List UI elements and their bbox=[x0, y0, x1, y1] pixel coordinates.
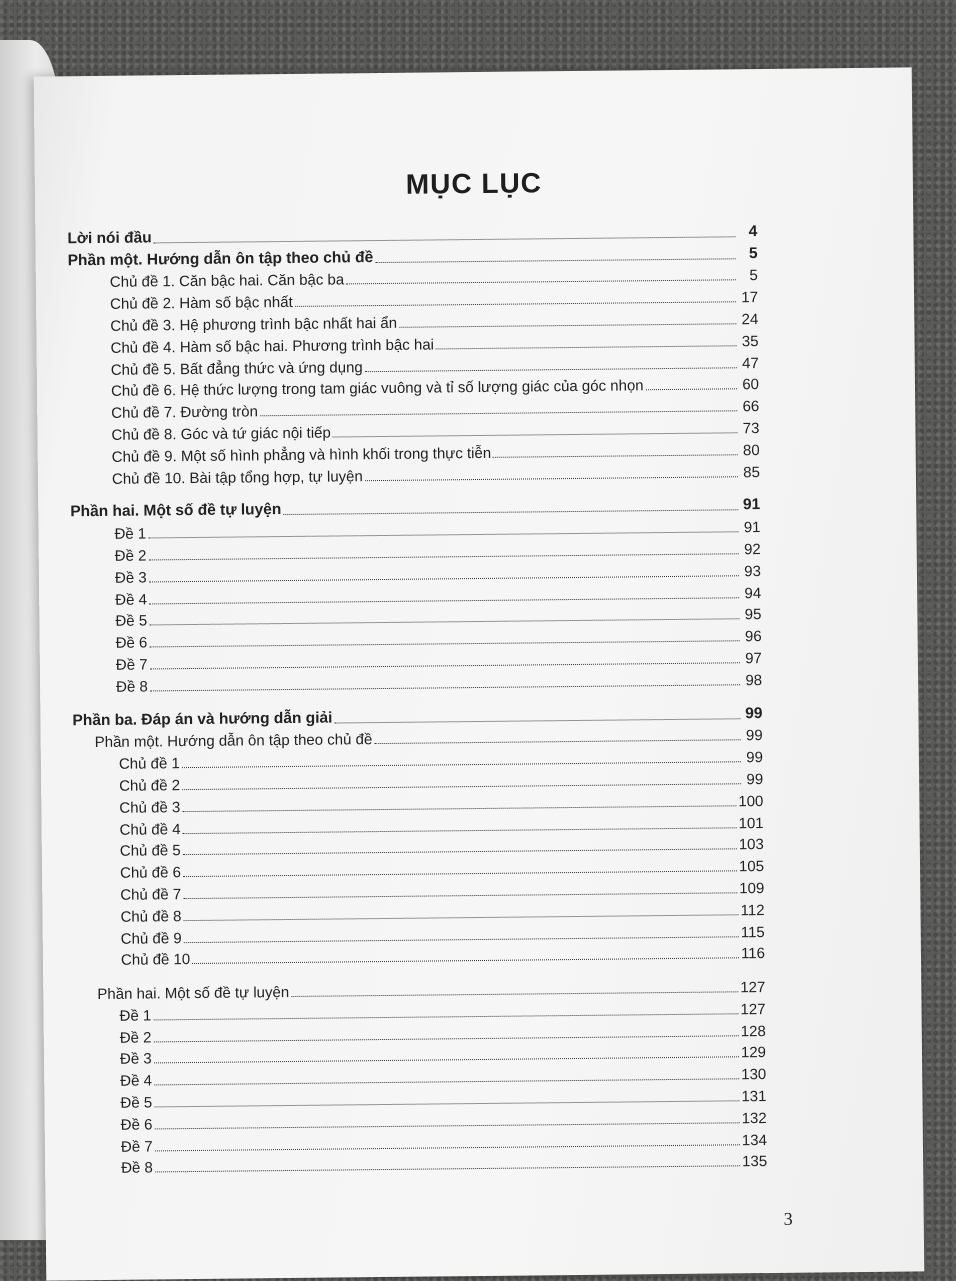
toc-leader-dots bbox=[365, 476, 738, 481]
toc-entry-page: 132 bbox=[741, 1109, 767, 1128]
toc-leader-dots bbox=[365, 367, 737, 372]
toc-entry-page: 131 bbox=[741, 1088, 767, 1106]
toc-entry-page: 116 bbox=[740, 945, 766, 963]
toc-entry-label: Chủ đề 2. Hàm số bậc nhất bbox=[110, 294, 293, 314]
toc-entry-label: Đề 1 bbox=[119, 1007, 152, 1025]
toc-entry-label: Phần một. Hướng dẫn ôn tập theo chủ đề bbox=[67, 248, 374, 269]
toc-entry-label: Chủ đề 10. Bài tập tổng hợp, tự luyện bbox=[111, 467, 363, 488]
toc-entry-label: Đề 4 bbox=[115, 591, 147, 609]
toc-entry-page: 92 bbox=[743, 540, 761, 559]
toc-entry-label: Phần hai. Một số đề tự luyện bbox=[70, 501, 282, 521]
toc-entry-label: Đề 2 bbox=[114, 547, 147, 565]
toc-entry-page: 5 bbox=[748, 244, 758, 262]
toc-entry-label: Đề 5 bbox=[120, 1094, 153, 1112]
toc-entry-page: 127 bbox=[740, 1000, 766, 1019]
toc-entry-page: 95 bbox=[744, 606, 762, 624]
toc-entry-page: 115 bbox=[740, 923, 765, 941]
toc-entry-page: 128 bbox=[740, 1022, 766, 1040]
toc-leader-dots bbox=[493, 454, 738, 458]
toc-entry-label: Đề 5 bbox=[115, 612, 148, 631]
toc-entry-page: 60 bbox=[742, 376, 760, 394]
toc-entry-page: 93 bbox=[744, 562, 762, 580]
footer-page-number: 3 bbox=[783, 1208, 793, 1229]
toc-leader-dots bbox=[334, 718, 740, 723]
toc-entry-page: 105 bbox=[738, 858, 765, 876]
toc-entry-label: Chủ đề 8. Góc và tứ giác nội tiếp bbox=[111, 424, 331, 444]
toc-entry-page: 127 bbox=[740, 979, 766, 997]
toc-entry-label: Chủ đề 6. Hệ thức lượng trong tam giác vuông và tỉ số lượng giác của góc nhọn bbox=[110, 377, 644, 401]
toc-entry-label: Chủ đề 8 bbox=[120, 907, 182, 926]
toc-leader-dots bbox=[436, 345, 737, 349]
toc-leader-dots bbox=[333, 432, 738, 437]
toc-leader-dots bbox=[375, 258, 735, 263]
toc-entry-label: Đề 8 bbox=[116, 678, 148, 696]
toc-entry-label: Chủ đề 9. Một số hình phẳng và hình khối trong thực tiễn bbox=[111, 444, 492, 466]
toc-entry-page: 80 bbox=[742, 441, 760, 459]
toc-leader-dots bbox=[155, 1166, 740, 1173]
toc-entry-page: 35 bbox=[741, 332, 759, 351]
toc-entry-label: Đề 1 bbox=[114, 525, 147, 543]
toc-entry-page: 129 bbox=[740, 1044, 767, 1062]
toc-entry-label: Chủ đề 1. Căn bậc hai. Căn bậc ba bbox=[109, 271, 345, 292]
toc-entry-page: 4 bbox=[748, 222, 758, 240]
toc-leader-dots bbox=[346, 280, 736, 285]
toc-entry-label: Chủ đề 1 bbox=[118, 755, 180, 773]
toc-entry-page: 99 bbox=[745, 704, 763, 722]
toc-entry-label: Chủ đề 7. Đường tròn bbox=[111, 403, 258, 423]
toc-entry-page: 109 bbox=[739, 879, 765, 898]
toc-entry-page: 5 bbox=[749, 267, 758, 285]
toc-entry-label: Chủ đề 3. Hệ phương trình bậc nhất hai ẩn bbox=[110, 314, 398, 335]
toc-entry-page: 101 bbox=[738, 814, 764, 832]
toc-entry-page: 91 bbox=[743, 519, 761, 537]
toc-entry-page: 134 bbox=[741, 1131, 767, 1149]
toc-entry-label: Chủ đề 5 bbox=[119, 842, 181, 861]
toc-entry-page: 73 bbox=[742, 420, 760, 438]
toc-entry-label: Lời nói đầu bbox=[67, 229, 152, 248]
toc-entry-page: 112 bbox=[740, 901, 765, 919]
toc-entry-label: Đề 2 bbox=[119, 1029, 152, 1047]
toc-entry-page: 97 bbox=[745, 649, 762, 668]
toc-list bbox=[67, 219, 767, 1178]
toc-entry-label: Chủ đề 4 bbox=[119, 820, 181, 839]
toc-entry-label: Đề 6 bbox=[120, 1116, 153, 1134]
toc-entry-page: 98 bbox=[745, 671, 763, 689]
toc-entry-label: Chủ đề 2 bbox=[119, 777, 181, 795]
toc-entry-label: Đề 7 bbox=[115, 656, 148, 674]
toc-entry-page: 99 bbox=[746, 749, 763, 767]
toc-leader-dots bbox=[646, 389, 737, 391]
toc-entry-label: Đề 8 bbox=[121, 1159, 153, 1178]
toc-page bbox=[34, 67, 925, 1280]
toc-leader-dots bbox=[374, 740, 740, 745]
toc-entry-page: 94 bbox=[744, 584, 762, 602]
toc-entry-label: Đề 4 bbox=[120, 1072, 153, 1091]
toc-entry-label: Đề 6 bbox=[115, 634, 148, 652]
page-title: MỤC LỤC bbox=[405, 167, 543, 200]
toc-entry-label: Phần hai. Một số đề tự luyện bbox=[97, 984, 290, 1004]
toc-entry-page: 91 bbox=[742, 496, 761, 514]
toc-entry-label: Chủ đề 3 bbox=[119, 798, 181, 817]
toc-entry-label: Chủ đề 10 bbox=[120, 951, 191, 970]
toc-entry-page: 103 bbox=[738, 836, 764, 854]
toc-entry-page: 135 bbox=[742, 1153, 768, 1171]
toc-entry-label: Đề 3 bbox=[114, 569, 147, 587]
toc-entry-page: 24 bbox=[741, 311, 759, 329]
toc-entry-page: 96 bbox=[744, 628, 762, 646]
toc-entry-label: Chủ đề 6 bbox=[119, 864, 182, 882]
toc-entry-page: 85 bbox=[743, 463, 760, 481]
toc-entry-label: Chủ đề 5. Bất đẳng thức và ứng dụng bbox=[110, 358, 363, 379]
toc-entry-label: Chủ đề 7 bbox=[120, 886, 182, 904]
toc-entry-page: 66 bbox=[742, 398, 760, 416]
toc-entry-label: Phần ba. Đáp án và hướng dẫn giải bbox=[72, 709, 333, 729]
toc-entry-label: Chủ đề 9 bbox=[120, 929, 182, 948]
toc-entry-page: 99 bbox=[746, 770, 764, 789]
toc-entry-page: 47 bbox=[741, 354, 759, 372]
toc-entry-page: 100 bbox=[738, 792, 764, 811]
toc-entry-label: Đề 7 bbox=[120, 1138, 153, 1156]
toc-entry-page: 130 bbox=[741, 1066, 767, 1084]
toc-leader-dots bbox=[399, 323, 736, 328]
toc-entry-label: Đề 3 bbox=[119, 1050, 152, 1069]
toc-entry-page: 99 bbox=[745, 727, 763, 745]
toc-entry-label: Chủ đề 4. Hàm số bậc hai. Phương trình bậc hai bbox=[110, 336, 435, 357]
toc-entry-page: 17 bbox=[741, 289, 759, 307]
toc-entry-label: Phần một. Hướng dẫn ôn tập theo chủ đề bbox=[94, 731, 373, 752]
